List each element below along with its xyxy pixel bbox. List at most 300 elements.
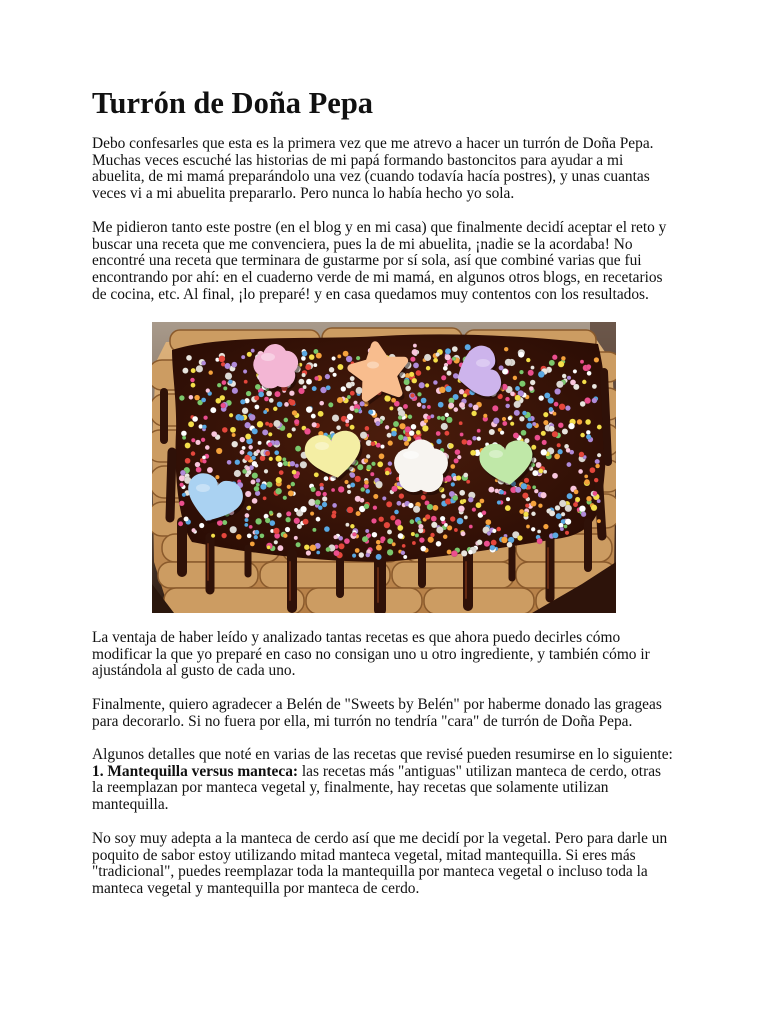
sprinkle bbox=[529, 386, 534, 391]
sprinkle bbox=[403, 555, 407, 559]
sprinkle bbox=[277, 401, 283, 407]
sprinkle bbox=[371, 462, 375, 466]
paragraph-line: buscar una receta que me convenciera, pues la de mi abuelita, ¡nadie se la acordaba! No bbox=[92, 235, 633, 253]
sprinkle bbox=[421, 495, 426, 500]
sprinkle bbox=[463, 473, 468, 478]
sprinkle bbox=[297, 524, 302, 529]
sprinkle bbox=[497, 500, 501, 504]
sprinkle bbox=[337, 354, 341, 358]
sprinkle bbox=[532, 485, 536, 489]
sprinkle bbox=[446, 371, 451, 376]
sprinkle bbox=[242, 446, 246, 450]
sprinkle bbox=[285, 527, 290, 532]
sprinkle bbox=[542, 440, 547, 445]
sprinkle bbox=[521, 430, 527, 436]
sprinkle bbox=[354, 408, 359, 413]
paragraph-line: La ventaja de haber leído y analizado tantas recetas es que ahora puedo decirles cómo bbox=[92, 629, 621, 646]
sprinkle bbox=[557, 443, 561, 447]
sprinkle bbox=[436, 541, 442, 547]
sprinkle bbox=[417, 392, 421, 396]
sprinkle bbox=[249, 414, 256, 421]
sprinkle bbox=[488, 487, 494, 493]
sprinkle bbox=[564, 524, 568, 528]
sprinkle bbox=[245, 473, 249, 477]
sprinkle bbox=[593, 491, 598, 496]
sprinkle bbox=[393, 421, 399, 427]
sprinkle bbox=[531, 512, 536, 517]
sprinkle bbox=[192, 416, 198, 422]
sprinkle bbox=[357, 464, 363, 470]
sprinkle bbox=[258, 441, 262, 445]
sprinkle bbox=[410, 519, 415, 524]
sprinkle bbox=[337, 397, 343, 403]
sprinkle bbox=[515, 487, 521, 493]
sprinkle bbox=[568, 423, 574, 429]
sprinkle bbox=[522, 493, 528, 499]
sprinkle bbox=[436, 431, 441, 436]
sprinkle bbox=[294, 419, 299, 424]
sprinkle bbox=[597, 519, 601, 523]
sprinkle bbox=[350, 473, 355, 478]
sprinkle bbox=[561, 356, 566, 361]
sprinkle bbox=[314, 472, 319, 477]
sprinkle bbox=[252, 498, 258, 504]
sprinkle bbox=[505, 505, 511, 511]
sprinkle bbox=[318, 411, 324, 417]
sprinkle bbox=[591, 505, 597, 511]
sprinkle bbox=[584, 397, 590, 403]
sprinkle bbox=[350, 391, 355, 396]
sprinkle bbox=[364, 459, 368, 463]
sprinkle bbox=[302, 351, 308, 357]
sprinkle bbox=[273, 528, 279, 534]
paragraph-line: Debo confesarles que esta es la primera vez que me atrevo a hacer un turrón de Doña Pepa. bbox=[92, 135, 654, 152]
sprinkle bbox=[470, 450, 476, 456]
sprinkle bbox=[438, 402, 444, 408]
sprinkle bbox=[235, 460, 240, 465]
candy-highlight bbox=[196, 484, 210, 492]
sprinkle bbox=[524, 478, 529, 483]
syrup-drip bbox=[604, 372, 608, 462]
sprinkle bbox=[459, 389, 464, 394]
sprinkle bbox=[285, 517, 290, 522]
sprinkle bbox=[306, 550, 311, 555]
sprinkle bbox=[364, 504, 369, 509]
sprinkle bbox=[385, 425, 389, 429]
sprinkle bbox=[514, 401, 521, 408]
sprinkle bbox=[458, 506, 465, 513]
sprinkle bbox=[441, 416, 446, 421]
sprinkle bbox=[440, 516, 445, 521]
sprinkle bbox=[266, 482, 272, 488]
sprinkle bbox=[338, 536, 343, 541]
cookie-stick bbox=[260, 562, 390, 588]
sprinkle bbox=[191, 383, 196, 388]
sprinkle bbox=[441, 494, 446, 499]
sprinkle bbox=[182, 436, 186, 440]
sprinkle bbox=[501, 537, 508, 544]
sprinkle bbox=[294, 508, 298, 512]
sprinkle bbox=[538, 469, 543, 474]
sprinkle bbox=[499, 365, 504, 370]
sprinkle bbox=[419, 382, 425, 388]
paragraph-line: manteca vegetal y mantequilla por manteca de cerdo. bbox=[92, 880, 420, 898]
sprinkle bbox=[364, 480, 369, 485]
sprinkle bbox=[415, 533, 419, 537]
paragraph-line: No soy muy adepta a la manteca de cerdo así que me decidí por la vegetal. Pero para darle un bbox=[92, 830, 668, 847]
sprinkle bbox=[505, 359, 512, 366]
sprinkle bbox=[313, 363, 317, 367]
sprinkle bbox=[441, 375, 446, 380]
sprinkle bbox=[312, 386, 317, 391]
sprinkle bbox=[232, 433, 236, 437]
sprinkle bbox=[324, 476, 329, 481]
sprinkle bbox=[410, 393, 414, 397]
sprinkle bbox=[182, 368, 188, 374]
sprinkle bbox=[472, 436, 477, 441]
sprinkle bbox=[302, 373, 306, 377]
sprinkle bbox=[368, 410, 373, 415]
sprinkle bbox=[586, 496, 592, 502]
sprinkle bbox=[428, 537, 434, 543]
sprinkle bbox=[538, 395, 543, 400]
sprinkle bbox=[240, 450, 245, 455]
sprinkle bbox=[450, 464, 455, 469]
sprinkle bbox=[371, 441, 376, 446]
sprinkle bbox=[230, 427, 236, 433]
sprinkle bbox=[347, 490, 351, 494]
sprinkle bbox=[485, 519, 491, 525]
paragraph-details bbox=[92, 747, 673, 814]
sprinkle bbox=[595, 459, 600, 464]
sprinkle bbox=[288, 490, 294, 496]
paragraph-line: encontrando por ahí: en el cuaderno verde de mi mamá, en algunos otros blogs, en recetarios bbox=[92, 269, 663, 287]
sprinkle bbox=[448, 402, 454, 408]
sprinkle bbox=[273, 420, 280, 427]
sprinkle bbox=[457, 455, 461, 459]
sprinkle bbox=[318, 505, 323, 510]
sprinkle bbox=[279, 470, 284, 475]
sprinkle bbox=[590, 467, 596, 473]
sprinkle bbox=[451, 550, 457, 556]
sprinkle bbox=[505, 404, 510, 409]
sprinkle bbox=[251, 456, 256, 461]
list-item-text: las recetas más "antiguas" utilizan manteca de cerdo, otras bbox=[298, 762, 662, 780]
sprinkle bbox=[421, 398, 427, 404]
sprinkle bbox=[459, 402, 465, 408]
paragraph-thanks bbox=[92, 697, 662, 730]
sprinkle bbox=[448, 443, 453, 448]
sprinkle bbox=[443, 366, 448, 371]
sprinkle bbox=[199, 523, 204, 528]
sprinkle bbox=[556, 381, 563, 388]
sprinkle bbox=[326, 385, 331, 390]
sprinkle bbox=[312, 422, 317, 427]
sprinkle bbox=[179, 395, 184, 400]
sprinkle bbox=[543, 470, 547, 474]
sprinkle bbox=[552, 532, 558, 538]
sprinkle bbox=[184, 516, 189, 521]
sprinkle bbox=[459, 490, 465, 496]
sprinkle bbox=[559, 404, 566, 411]
sprinkle bbox=[540, 492, 546, 498]
paragraph-line: "tradicional", puedes reemplazar toda la mantequilla por manteca vegetal o incluso toda la bbox=[92, 863, 648, 881]
sprinkle bbox=[224, 363, 230, 369]
sprinkle bbox=[350, 483, 355, 488]
sprinkle bbox=[221, 533, 226, 538]
sprinkle bbox=[425, 383, 429, 387]
sprinkle bbox=[494, 489, 499, 494]
sprinkle bbox=[338, 486, 344, 492]
sprinkle bbox=[246, 391, 251, 396]
sprinkle bbox=[559, 500, 566, 507]
sprinkle bbox=[537, 530, 541, 534]
sprinkle bbox=[507, 542, 513, 548]
sprinkle bbox=[356, 356, 360, 360]
sprinkle bbox=[594, 357, 599, 362]
sprinkle bbox=[479, 499, 484, 504]
sprinkle bbox=[586, 434, 591, 439]
sprinkle bbox=[553, 412, 557, 416]
sprinkle bbox=[231, 362, 237, 368]
sprinkle bbox=[294, 536, 298, 540]
sprinkle bbox=[240, 399, 245, 404]
sprinkle bbox=[510, 422, 514, 426]
sprinkle bbox=[445, 386, 451, 392]
sprinkle bbox=[477, 437, 481, 441]
sprinkle bbox=[398, 416, 402, 420]
sprinkle bbox=[399, 423, 405, 429]
sprinkle bbox=[355, 548, 360, 553]
sprinkle bbox=[372, 532, 378, 538]
sprinkle bbox=[468, 550, 473, 555]
sprinkle bbox=[294, 518, 300, 524]
sprinkle bbox=[531, 527, 535, 531]
sprinkle bbox=[544, 392, 550, 398]
sprinkle bbox=[334, 550, 340, 556]
sprinkle bbox=[215, 398, 221, 404]
sprinkle bbox=[425, 514, 430, 519]
sprinkle bbox=[455, 449, 461, 455]
sprinkle bbox=[269, 511, 273, 515]
sprinkle bbox=[326, 547, 331, 552]
sprinkle bbox=[292, 427, 296, 431]
paragraph-intro bbox=[92, 136, 654, 203]
sprinkle bbox=[584, 474, 588, 478]
sprinkle bbox=[257, 421, 264, 428]
sprinkle bbox=[247, 533, 252, 538]
sprinkle bbox=[191, 368, 196, 373]
sprinkle bbox=[462, 499, 466, 503]
sprinkle bbox=[391, 486, 397, 492]
sprinkle bbox=[375, 481, 382, 488]
sprinkle bbox=[538, 503, 542, 507]
sprinkle bbox=[554, 402, 559, 407]
sprinkle bbox=[418, 524, 423, 529]
sprinkle bbox=[412, 349, 418, 355]
sprinkle bbox=[331, 488, 335, 492]
sprinkle bbox=[283, 533, 288, 538]
sprinkle bbox=[295, 446, 301, 452]
sprinkle bbox=[492, 405, 498, 411]
sprinkle bbox=[531, 366, 535, 370]
sprinkle bbox=[586, 364, 591, 369]
sprinkle bbox=[322, 492, 326, 496]
sprinkle bbox=[408, 415, 413, 420]
sprinkle bbox=[454, 528, 458, 532]
sprinkle bbox=[456, 475, 461, 480]
sprinkle bbox=[538, 371, 545, 378]
sprinkle bbox=[397, 525, 403, 531]
sprinkle bbox=[597, 499, 601, 503]
sprinkle bbox=[565, 405, 570, 410]
sprinkle bbox=[338, 543, 344, 549]
sprinkle bbox=[343, 351, 349, 357]
sprinkle bbox=[499, 490, 504, 495]
sprinkle bbox=[431, 522, 437, 528]
sprinkle bbox=[336, 425, 341, 430]
sprinkle bbox=[255, 530, 260, 535]
sprinkle bbox=[531, 501, 537, 507]
paragraph-line: mantequilla. bbox=[92, 796, 169, 814]
sprinkle bbox=[365, 426, 370, 431]
sprinkle bbox=[216, 448, 222, 454]
sprinkle bbox=[582, 380, 586, 384]
sprinkle bbox=[292, 470, 297, 475]
sprinkle bbox=[412, 541, 416, 545]
paragraph-line: ajustándola al gusto de cada uno. bbox=[92, 662, 296, 680]
sprinkle bbox=[461, 550, 467, 556]
sprinkle bbox=[223, 386, 227, 390]
sprinkle bbox=[384, 522, 390, 528]
sprinkle bbox=[535, 435, 541, 441]
sprinkle bbox=[329, 367, 335, 373]
sprinkle bbox=[541, 449, 547, 455]
sprinkle bbox=[433, 380, 438, 385]
sprinkle bbox=[387, 549, 393, 555]
sprinkle bbox=[360, 487, 365, 492]
sprinkle bbox=[482, 511, 487, 516]
sprinkle bbox=[252, 461, 257, 466]
sprinkle bbox=[332, 503, 337, 508]
sprinkle bbox=[277, 462, 282, 467]
sprinkle bbox=[210, 407, 216, 413]
sprinkle bbox=[526, 423, 532, 429]
sprinkle bbox=[378, 516, 383, 521]
sprinkle bbox=[409, 430, 415, 436]
sprinkle bbox=[558, 361, 564, 367]
sprinkle bbox=[573, 502, 578, 507]
sprinkle bbox=[398, 435, 404, 441]
sprinkle bbox=[201, 398, 206, 403]
sprinkle bbox=[268, 442, 273, 447]
sprinkle bbox=[273, 407, 278, 412]
sprinkle bbox=[453, 495, 459, 501]
sprinkle bbox=[211, 534, 215, 538]
cookie-stick bbox=[164, 588, 304, 613]
sprinkle bbox=[287, 485, 291, 489]
sprinkle bbox=[267, 545, 271, 549]
sprinkle bbox=[178, 521, 183, 526]
sprinkle bbox=[443, 534, 448, 539]
sprinkle bbox=[566, 448, 571, 453]
sprinkle bbox=[365, 529, 369, 533]
sprinkle bbox=[380, 536, 385, 541]
sprinkle bbox=[530, 380, 535, 385]
sprinkle bbox=[433, 358, 438, 363]
sprinkle bbox=[522, 411, 527, 416]
sprinkle bbox=[228, 380, 232, 384]
sprinkle bbox=[202, 459, 206, 463]
sprinkle bbox=[346, 382, 352, 388]
sprinkle bbox=[260, 533, 265, 538]
sprinkle bbox=[450, 516, 455, 521]
paragraph-line: veces vi a mi abuelita prepararlo. Pero nunca lo había hecho yo sola. bbox=[92, 185, 515, 203]
sprinkle bbox=[573, 384, 579, 390]
sprinkle bbox=[468, 403, 472, 407]
paragraph-line: poquito de sabor estoy utilizando mitad manteca vegetal, mitad mantequilla. Si eres más bbox=[92, 846, 636, 864]
sprinkle bbox=[375, 421, 380, 426]
sprinkle bbox=[331, 514, 336, 519]
sprinkle bbox=[385, 471, 390, 476]
sprinkle bbox=[355, 476, 361, 482]
sprinkle bbox=[332, 373, 336, 377]
sprinkle bbox=[305, 364, 311, 370]
sprinkle bbox=[217, 383, 221, 387]
sprinkle bbox=[262, 429, 268, 435]
sprinkle bbox=[592, 384, 597, 389]
sprinkle bbox=[502, 417, 506, 421]
cookie-stick bbox=[392, 562, 514, 588]
sprinkle bbox=[275, 440, 280, 445]
sprinkle bbox=[453, 407, 458, 412]
syrup-drip bbox=[598, 472, 602, 536]
sprinkle bbox=[389, 406, 393, 410]
sprinkle bbox=[445, 413, 449, 417]
sprinkle bbox=[477, 429, 481, 433]
sprinkle bbox=[519, 381, 525, 387]
sprinkle bbox=[239, 415, 244, 420]
sprinkle bbox=[300, 506, 306, 512]
sprinkle bbox=[437, 416, 441, 420]
sprinkle bbox=[240, 437, 245, 442]
candy-highlight bbox=[261, 353, 275, 361]
sprinkle bbox=[251, 480, 256, 485]
sprinkle bbox=[506, 497, 510, 501]
sprinkle bbox=[432, 505, 438, 511]
sprinkle bbox=[514, 410, 520, 416]
sprinkle bbox=[190, 378, 195, 383]
sprinkle bbox=[308, 499, 315, 506]
sprinkle bbox=[291, 482, 296, 487]
sprinkle bbox=[505, 397, 510, 402]
sprinkle bbox=[222, 427, 228, 433]
sprinkle bbox=[549, 407, 554, 412]
sprinkle bbox=[391, 431, 397, 437]
sprinkle bbox=[242, 408, 249, 415]
sprinkle bbox=[445, 348, 451, 354]
sprinkle bbox=[518, 352, 524, 358]
sprinkle bbox=[207, 467, 213, 473]
sprinkle bbox=[419, 537, 424, 542]
sprinkle bbox=[426, 366, 431, 371]
sprinkle bbox=[427, 405, 431, 409]
sprinkle bbox=[265, 451, 270, 456]
sprinkle bbox=[283, 496, 287, 500]
sprinkle bbox=[252, 473, 258, 479]
sprinkle bbox=[584, 479, 589, 484]
sprinkle bbox=[376, 545, 382, 551]
